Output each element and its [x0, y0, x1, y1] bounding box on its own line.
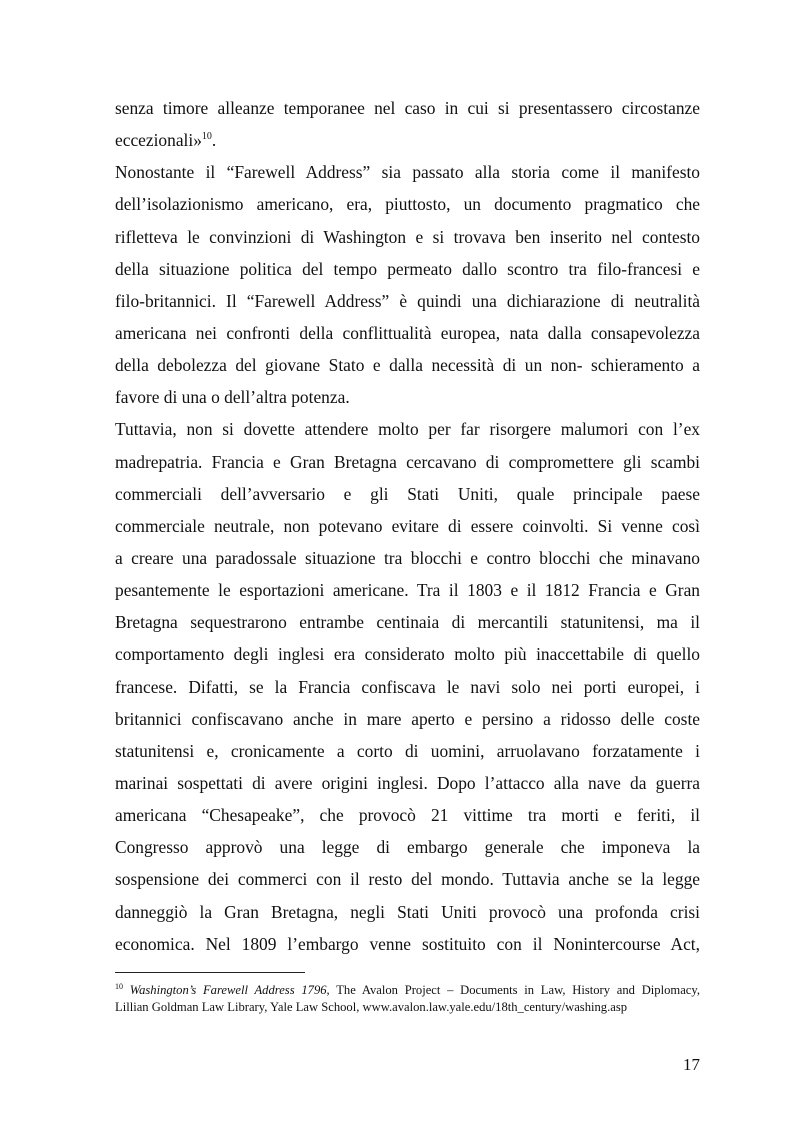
text-line: a creare una paradossale situazione tra blocchi e contro blocchi che minavano	[115, 547, 700, 568]
text-line: della situazione politica del tempo permeato dallo scontro tra filo-francesi e	[115, 258, 700, 279]
text-line: danneggiò la Gran Bretagna, negli Stati Uniti provocò una profonda crisi	[115, 901, 700, 922]
footnote-line: Lillian Goldman Law Library, Yale Law School, www.avalon.law.yale.edu/18th_century/washing.asp	[115, 1000, 628, 1014]
text-line: madrepatria. Francia e Gran Bretagna cercavano di compromettere gli scambi	[115, 451, 700, 472]
text-fragment: .	[211, 130, 217, 151]
body-text	[115, 92, 700, 960]
footnote-line	[115, 982, 700, 999]
text-line: Congresso approvò una legge di embargo generale che imponeva la	[115, 837, 700, 858]
text-line: filo-britannici. Il “Farewell Address” è quindi una dichiarazione di neutralità	[115, 290, 700, 311]
footnote-title: Washington’s Farewell Address 1796	[129, 983, 327, 997]
text-line: commerciali dell’avversario e gli Stati Uniti, quale principale paese	[115, 483, 700, 504]
text-line: pesantemente le esportazioni americane. Tra il 1803 e il 1812 Francia e Gran	[115, 580, 700, 601]
text-line: favore di una o dell’altra potenza.	[115, 387, 350, 408]
text-line: americana “Chesapeake”, che provocò 21 vittime tra morti e feriti, il	[115, 805, 700, 826]
text-line-with-footnote-ref	[115, 124, 700, 156]
footnote-divider	[115, 972, 305, 973]
text-fragment: eccezionali»	[115, 130, 202, 151]
footnote	[115, 982, 700, 1016]
text-line: senza timore alleanze temporanee nel caso in cui si presentassero circostanze	[115, 98, 700, 118]
text-line: economica. Nel 1809 l’embargo venne sostituito con il Nonintercourse Act,	[115, 933, 700, 954]
text-line: commerciale neutrale, non potevano evitare di essere coinvolti. Si venne così	[115, 515, 700, 536]
text-line: britannici confiscavano anche in mare aperto e persino a ridosso delle coste	[115, 708, 700, 729]
text-line: comportamento degli inglesi era considerato molto più inaccettabile di quello	[115, 644, 700, 665]
text-line: Tuttavia, non si dovette attendere molto per far risorgere malumori con l’ex	[115, 419, 700, 440]
text-line: della debolezza del giovane Stato e dalla necessità di un non- schieramento a	[115, 355, 700, 376]
footnote-number: 10	[115, 982, 123, 991]
text-line: sospensione dei commerci con il resto del mondo. Tuttavia anche se la legge	[115, 869, 700, 890]
text-line: americana nei confronti della conflittualità europea, nata dalla consapevolezza	[115, 322, 700, 343]
text-line: marinai sospettati di avere origini inglesi. Dopo l’attacco alla nave da guerra	[115, 772, 700, 793]
text-line: dell’isolazionismo americano, era, piuttosto, un documento pragmatico che	[115, 194, 700, 215]
text-line: rifletteva le convinzioni di Washington e si trovava ben inserito nel contesto	[115, 226, 700, 247]
footnote-text: , The Avalon Project – Documents in Law, History and Diplomacy,	[326, 983, 700, 997]
text-line: Nonostante il “Farewell Address” sia passato alla storia come il manifesto	[115, 162, 700, 183]
footnote-reference[interactable]: 10	[201, 131, 212, 143]
text-line: francese. Difatti, se la Francia confiscava le navi solo nei porti europei, i	[115, 676, 700, 697]
text-line: statunitensi e, cronicamente a corto di uomini, arruolavano forzatamente i	[115, 740, 700, 761]
text-line: Bretagna sequestrarono entrambe centinaia di mercantili statunitensi, ma il	[115, 612, 700, 633]
page-number: 17	[683, 1055, 700, 1074]
